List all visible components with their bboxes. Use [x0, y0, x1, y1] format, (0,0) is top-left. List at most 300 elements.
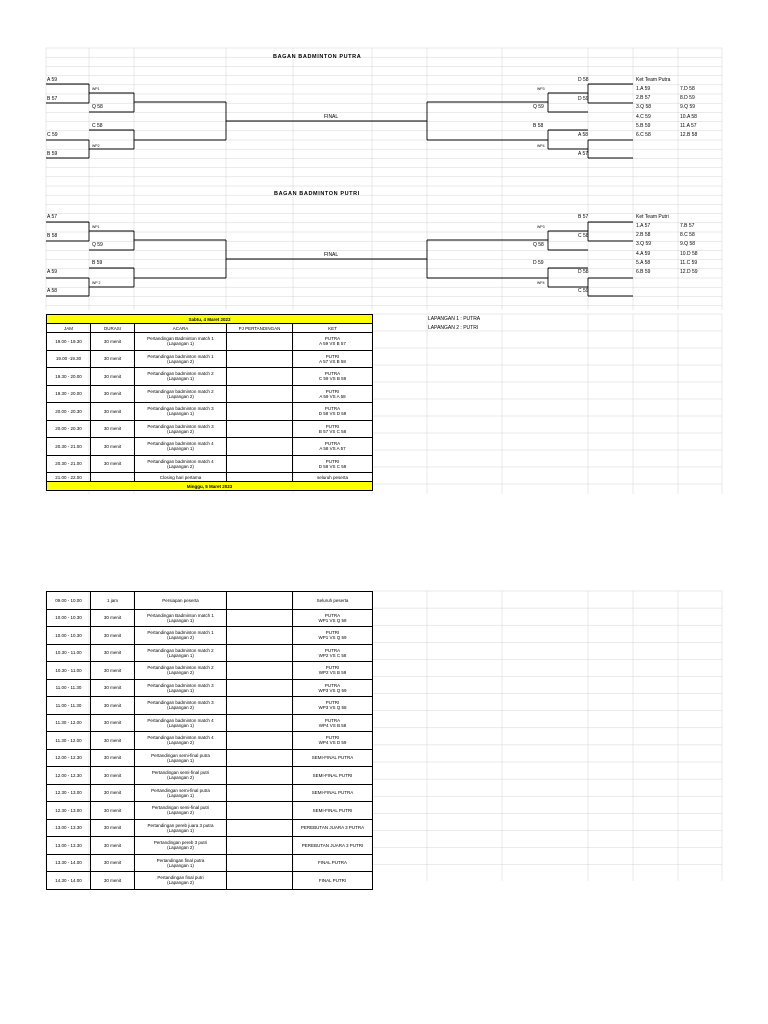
header-ket: KET	[293, 324, 373, 333]
legend-entry: 3.Q 58	[636, 104, 652, 111]
event-cell-line: (Lapangan 2)	[167, 775, 194, 781]
pj-cell	[227, 420, 293, 438]
info-cell	[293, 644, 373, 662]
event-cell-line: (Lapangan 1)	[167, 862, 194, 868]
info-cell	[293, 872, 373, 890]
event-cell	[135, 385, 227, 403]
event-cell	[135, 749, 227, 767]
event-cell	[135, 662, 227, 680]
info-cell-line: B 57 VS C 58	[318, 428, 347, 434]
team-label: C 58	[92, 123, 103, 129]
schedule-row	[47, 644, 373, 662]
winner-slot: WP1	[92, 225, 100, 229]
event-cell-line: (Lapangan 1)	[167, 341, 194, 347]
event-cell-line: Pertandingan final putra	[156, 857, 205, 863]
legend-entry: 9.Q 59	[680, 104, 696, 111]
schedule-row	[47, 333, 373, 351]
info-cell	[293, 749, 373, 767]
schedule-row	[47, 749, 373, 767]
legend-entry: 5.A 58	[636, 259, 651, 266]
team-label: A 57	[578, 151, 589, 157]
event-cell-line: (Lapangan 2)	[167, 463, 194, 469]
info-cell-line: SEMI-FINAL PUTRI	[312, 772, 353, 778]
event-cell	[135, 854, 227, 872]
team-label: B 57	[47, 96, 58, 102]
duration-cell: 1 jam	[91, 592, 135, 610]
schedule-row	[47, 802, 373, 820]
schedule-row	[47, 609, 373, 627]
event-cell-line: (Lapangan 2)	[167, 358, 194, 364]
legend-entry: 12.B 58	[680, 132, 698, 138]
event-cell	[135, 368, 227, 386]
duration-cell: 30 menit	[91, 455, 135, 473]
pj-cell	[227, 819, 293, 837]
duration-cell: 30 menit	[91, 333, 135, 351]
schedule-row	[47, 837, 373, 855]
lapangan-note: LAPANGAN 2 : PUTRI	[428, 325, 479, 331]
info-cell-line: WP1 VS Q 58	[318, 617, 347, 623]
info-cell	[293, 784, 373, 802]
winner-slot: WP4	[537, 281, 545, 285]
time-cell: 14.30 - 14.00	[47, 872, 91, 890]
info-cell-line: SEMI-FINAL PUTRI	[312, 807, 353, 813]
event-cell-line: (Lapangan 1)	[167, 687, 194, 693]
time-cell: 12.00 - 12.30	[47, 767, 91, 785]
event-cell	[135, 609, 227, 627]
team-label: Q 58	[533, 242, 544, 248]
event-cell	[135, 714, 227, 732]
pj-cell	[227, 872, 293, 890]
event-cell	[135, 333, 227, 351]
legend-entry: 9.Q 58	[680, 241, 696, 248]
info-cell	[293, 854, 373, 872]
team-label: B 59	[92, 260, 103, 266]
info-cell	[293, 420, 373, 438]
team-label: D 58	[578, 269, 589, 275]
info-cell-line: FINAL PUTRA	[317, 860, 348, 866]
team-label: Q 58	[92, 104, 103, 110]
info-cell-line: WP1 VS Q 59	[318, 635, 347, 641]
event-cell-line: Pertandingan badminton match 2	[147, 665, 214, 671]
duration-cell: 30 menit	[91, 420, 135, 438]
duration-cell: 30 menit	[91, 732, 135, 750]
legend-title: Ket Team Putra	[636, 77, 671, 83]
info-cell: Seluruh peserta	[293, 592, 373, 610]
info-cell-line: PUTRI	[325, 458, 340, 464]
time-cell: 09.00 - 10.00	[47, 592, 91, 610]
info-cell	[293, 455, 373, 473]
event-cell-line: Pertandingan badminton match 4	[147, 735, 214, 741]
duration-cell: 30 menit	[91, 368, 135, 386]
event-cell-line: (Lapangan 1)	[167, 411, 194, 417]
duration-cell: 30 menit	[91, 837, 135, 855]
event-cell-line: (Lapangan 1)	[167, 757, 194, 763]
pj-cell	[227, 644, 293, 662]
day1-title: Sabtu, 4 Maret 2023	[47, 315, 373, 324]
info-cell	[293, 714, 373, 732]
time-cell: 13.00 - 13.30	[47, 837, 91, 855]
event-cell-line: Pertandingan pereb 3 putri	[153, 840, 208, 846]
schedule-row	[47, 714, 373, 732]
legend-entry: 7.B 57	[680, 223, 695, 229]
info-cell-line: PEREBUTAN JUARA 3 PUTRA	[300, 825, 365, 831]
team-label: A 59	[47, 77, 58, 83]
info-cell-line: A 57 VS B 58	[319, 358, 346, 364]
time-cell: 21.00 - 22.00	[47, 473, 91, 482]
event-cell-line: (Lapangan 1)	[167, 446, 194, 452]
team-label: Q 59	[533, 104, 544, 110]
time-cell: 11.00 - 11.30	[47, 697, 91, 715]
pj-cell	[227, 662, 293, 680]
info-cell-line: WP2 VS B 59	[318, 670, 347, 676]
header-acara: ACARA	[135, 324, 227, 333]
info-cell	[293, 679, 373, 697]
legend-entry: 2.B 57	[636, 95, 651, 102]
legend-entry: 6.B 59	[636, 269, 651, 275]
team-label: B 58	[47, 233, 58, 239]
time-cell: 20.00 - 20.30	[47, 420, 91, 438]
event-cell-line: Pertandingan semi-final putra	[151, 787, 210, 793]
time-cell: 11.30 - 12.00	[47, 732, 91, 750]
time-cell: 10.00 - 10.30	[47, 627, 91, 645]
event-cell-line: Pertandingan semi-final putri	[151, 770, 210, 776]
time-cell: 12.30 - 13.00	[47, 802, 91, 820]
event-cell-line: Pertandingan Badminton match 1	[147, 612, 214, 618]
time-cell: 13.00 - 13.30	[47, 819, 91, 837]
event-cell-line: Pertandingan badminton match 4	[147, 458, 214, 464]
info-cell-line: PUTRA	[324, 717, 341, 723]
info-cell	[293, 627, 373, 645]
info-cell-line: A 59 VS A 58	[319, 393, 346, 399]
header-pj: PJ PERTANDINGAN	[227, 324, 293, 333]
duration-cell: 30 menit	[91, 662, 135, 680]
team-label: Q 59	[92, 242, 103, 248]
schedule-row	[47, 350, 373, 368]
event-cell	[135, 455, 227, 473]
schedule-day1	[46, 314, 373, 491]
legend-entry: 2.B 58	[636, 232, 651, 239]
schedule-row	[47, 732, 373, 750]
winner-slot: WP3	[537, 225, 545, 229]
event-cell	[135, 403, 227, 421]
event-cell	[135, 837, 227, 855]
info-cell-line: PUTRI	[325, 353, 340, 359]
winner-slot: WP2	[92, 144, 100, 148]
team-label: C 59	[578, 288, 589, 294]
winner-slot: WP3	[537, 87, 545, 91]
time-cell: 20.30 - 21.00	[47, 438, 91, 456]
event-cell-line: (Lapangan 2)	[167, 393, 194, 399]
day2-title-row	[47, 482, 373, 491]
event-cell-line: (Lapangan 2)	[167, 810, 194, 816]
event-cell-line: (Lapangan 2)	[167, 705, 194, 711]
event-cell-line: Pertandingan badminton match 3	[147, 700, 214, 706]
schedule-row	[47, 403, 373, 421]
event-cell-line: (Lapangan 2)	[167, 670, 194, 676]
info-cell-line: A 58 VS A 57	[319, 446, 346, 452]
pj-cell	[227, 697, 293, 715]
info-cell	[293, 837, 373, 855]
time-cell: 11.30 - 12.00	[47, 714, 91, 732]
info-cell-line: PUTRA	[324, 612, 341, 618]
event-cell-line: (Lapangan 1)	[167, 792, 194, 798]
event-cell	[135, 627, 227, 645]
info-cell-line: PUTRA	[324, 336, 341, 342]
duration-cell: 30 menit	[91, 819, 135, 837]
legend-entry: 4.A 59	[636, 250, 651, 257]
duration-cell	[91, 473, 135, 482]
schedule-row	[47, 679, 373, 697]
schedule-row	[47, 854, 373, 872]
info-cell-line: C 59 VS B 59	[318, 376, 347, 382]
team-label: D 59	[533, 260, 544, 266]
team-label: A 58	[47, 288, 58, 294]
event-cell-line: Pertandingan badminton match 4	[147, 441, 214, 447]
event-cell	[135, 420, 227, 438]
event-cell-line: Pertandingan semi-final putra	[151, 752, 210, 758]
pj-cell	[227, 333, 293, 351]
legend-entry: 4.C 59	[636, 113, 651, 120]
duration-cell: 30 menit	[91, 854, 135, 872]
day2-title: Minggu, 5 Maret 2023	[47, 482, 373, 491]
legend-title: Ket Team Putri	[636, 214, 669, 220]
time-cell: 20.30 - 21.00	[47, 455, 91, 473]
time-cell: 19.00 -19.30	[47, 350, 91, 368]
event-cell-line: Pertandingan badminton match 1	[147, 630, 214, 636]
event-cell	[135, 644, 227, 662]
time-cell: 10.30 - 11.00	[47, 662, 91, 680]
event-cell-line: Pertandingan badminton match 2	[147, 388, 214, 394]
pj-cell	[227, 368, 293, 386]
schedule-row	[47, 420, 373, 438]
time-cell: 12.00 - 12.30	[47, 749, 91, 767]
info-cell	[293, 368, 373, 386]
info-cell	[293, 385, 373, 403]
schedule-row	[47, 592, 373, 610]
info-cell-line: FINAL PUTRI	[318, 877, 347, 883]
event-cell: Persiapan peserta	[135, 592, 227, 610]
legend-entry: 7.D 58	[680, 86, 695, 92]
event-cell-line: (Lapangan 2)	[167, 428, 194, 434]
event-cell-line: (Lapangan 2)	[167, 845, 194, 851]
event-cell-line: (Lapangan 2)	[167, 880, 194, 886]
team-label: A 58	[578, 132, 589, 138]
pj-cell	[227, 784, 293, 802]
event-cell	[135, 767, 227, 785]
info-cell-line: PUTRI	[325, 735, 340, 741]
info-cell-line: PUTRA	[324, 406, 341, 412]
pj-cell	[227, 714, 293, 732]
duration-cell: 30 menit	[91, 438, 135, 456]
schedule-row	[47, 473, 373, 482]
time-cell: 19.30 - 20.00	[47, 385, 91, 403]
info-cell-line: D 58 VS D 59	[318, 411, 347, 417]
info-cell-line: SEMI-FINAL PUTRA	[311, 755, 354, 761]
pj-cell	[227, 837, 293, 855]
info-cell	[293, 350, 373, 368]
final-label: FINAL	[324, 252, 339, 258]
schedule-row	[47, 627, 373, 645]
header-durasi: DURASI	[91, 324, 135, 333]
legend-entry: 10.D 58	[680, 250, 698, 257]
info-cell-line: PEREBUTAN JUARA 3 PUTRI	[301, 842, 364, 848]
schedule-row	[47, 767, 373, 785]
team-label: A 59	[47, 269, 58, 275]
pj-cell	[227, 627, 293, 645]
team-label: C 59	[47, 132, 58, 138]
pj-cell	[227, 609, 293, 627]
duration-cell: 30 menit	[91, 385, 135, 403]
event-cell-line: (Lapangan 1)	[167, 722, 194, 728]
info-cell	[293, 403, 373, 421]
event-cell	[135, 872, 227, 890]
header-jam: JAM	[47, 324, 91, 333]
schedule-row	[47, 438, 373, 456]
info-cell	[293, 333, 373, 351]
event-cell-line: (Lapangan 1)	[167, 617, 194, 623]
pj-cell	[227, 732, 293, 750]
time-cell: 20.00 - 20.30	[47, 403, 91, 421]
event-cell	[135, 819, 227, 837]
time-cell: 10.30 - 11.00	[47, 644, 91, 662]
schedule-row	[47, 368, 373, 386]
legend-entry: 8.C 58	[680, 232, 695, 239]
event-cell-line: Pertandingan pereb juara 3 putra	[147, 822, 214, 828]
team-label: B 59	[47, 151, 58, 157]
info-cell	[293, 697, 373, 715]
duration-cell: 30 menit	[91, 767, 135, 785]
event-cell	[135, 697, 227, 715]
event-cell-line: (Lapangan 1)	[167, 652, 194, 658]
legend-entry: 1.A 57	[636, 223, 651, 229]
pj-cell	[227, 350, 293, 368]
duration-cell: 30 menit	[91, 609, 135, 627]
event-cell-line: (Lapangan 2)	[167, 635, 194, 641]
info-cell	[293, 732, 373, 750]
time-cell: 13.30 - 14.00	[47, 854, 91, 872]
event-cell-line: Pertandingan badminton match 3	[147, 423, 214, 429]
team-label: B 57	[578, 214, 589, 220]
info-cell-line: D 58 VS C 59	[318, 463, 347, 469]
schedule-row	[47, 819, 373, 837]
event-cell-line: Pertandingan badminton match 3	[147, 406, 214, 412]
legend-entry: 5.B 59	[636, 122, 651, 129]
pj-cell	[227, 802, 293, 820]
event-cell	[135, 732, 227, 750]
team-label: B 58	[533, 123, 544, 129]
event-cell	[135, 802, 227, 820]
event-cell	[135, 350, 227, 368]
schedule-row	[47, 455, 373, 473]
pj-cell	[227, 679, 293, 697]
pj-cell	[227, 385, 293, 403]
event-cell-line: Pertandingan badminton match 2	[147, 647, 214, 653]
legend-entry: 10.A 58	[680, 113, 697, 120]
duration-cell: 30 menit	[91, 802, 135, 820]
info-cell	[293, 767, 373, 785]
duration-cell: 30 menit	[91, 627, 135, 645]
info-cell-line: WP4 VS B 58	[318, 722, 347, 728]
info-cell	[293, 802, 373, 820]
legend-entry: 11.A 57	[680, 122, 697, 129]
info-cell-line: PUTRA	[324, 682, 341, 688]
duration-cell: 30 menit	[91, 872, 135, 890]
event-cell-line: Pertandingan badminton match 1	[147, 353, 214, 359]
event-cell: Closing hari pertama	[135, 473, 227, 482]
legend-entry: 3.Q 59	[636, 241, 652, 248]
bracket-putra-title: BAGAN BADMINTON PUTRA	[273, 54, 362, 60]
pj-cell	[227, 473, 293, 482]
winner-slot: WP 2	[92, 281, 101, 285]
event-cell-line: (Lapangan 1)	[167, 376, 194, 382]
info-cell-line: WP3 VS Q 58	[318, 705, 347, 711]
time-cell: 11.00 - 11.30	[47, 679, 91, 697]
info-cell-line: PUTRI	[325, 665, 340, 671]
lapangan-note: LAPANGAN 1 : PUTRA	[428, 316, 481, 322]
time-cell: 19.00 - 19.30	[47, 333, 91, 351]
event-cell-line: Pertandingan badminton match 3	[147, 682, 214, 688]
schedule-row	[47, 697, 373, 715]
pj-cell	[227, 767, 293, 785]
info-cell-line: WP2 VS C 58	[318, 652, 347, 658]
info-cell	[293, 438, 373, 456]
event-cell	[135, 784, 227, 802]
pj-cell	[227, 592, 293, 610]
final-label: FINAL	[324, 114, 339, 120]
event-cell	[135, 679, 227, 697]
event-cell-line: Pertandingan semi-final putri	[151, 805, 210, 811]
info-cell-line: WP4 VS D 59	[318, 740, 347, 746]
schedule-row	[47, 872, 373, 890]
event-cell-line: Pertandingan badminton match 4	[147, 717, 214, 723]
duration-cell: 30 menit	[91, 403, 135, 421]
event-cell-line: (Lapangan 1)	[167, 827, 194, 833]
info-cell-line: PUTRA	[324, 441, 341, 447]
info-cell: seluruh peserta	[293, 473, 373, 482]
team-label: D 59	[578, 96, 589, 102]
team-label: C 58	[578, 233, 589, 239]
duration-cell: 30 menit	[91, 679, 135, 697]
legend-entry: 6.C 58	[636, 132, 651, 138]
info-cell-line: WP3 VS Q 59	[318, 687, 347, 693]
pj-cell	[227, 438, 293, 456]
info-cell-line: PUTRA	[324, 371, 341, 377]
time-cell: 19.30 - 20.00	[47, 368, 91, 386]
info-cell-line: A 59 VS B 57	[319, 341, 346, 347]
info-cell	[293, 609, 373, 627]
info-cell-line: PUTRI	[325, 423, 340, 429]
event-cell-line: Pertandingan final putri	[157, 875, 204, 881]
info-cell-line: PUTRI	[325, 630, 340, 636]
time-cell: 12.30 - 13.00	[47, 784, 91, 802]
info-cell-line: PUTRI	[325, 388, 340, 394]
legend-entry: 8.D 59	[680, 95, 695, 102]
team-label: A 57	[47, 214, 58, 220]
pj-cell	[227, 854, 293, 872]
duration-cell: 30 menit	[91, 784, 135, 802]
duration-cell: 30 menit	[91, 749, 135, 767]
legend-entry: 11.C 59	[680, 259, 698, 266]
pj-cell	[227, 455, 293, 473]
legend-entry: 1.A 59	[636, 86, 651, 92]
event-cell	[135, 438, 227, 456]
legend-entry: 12.D 59	[680, 269, 698, 275]
pj-cell	[227, 403, 293, 421]
winner-slot: WP4	[537, 144, 545, 148]
event-cell-line: (Lapangan 2)	[167, 740, 194, 746]
info-cell	[293, 819, 373, 837]
bracket-putri-title: BAGAN BADMINTON PUTRI	[274, 191, 360, 197]
